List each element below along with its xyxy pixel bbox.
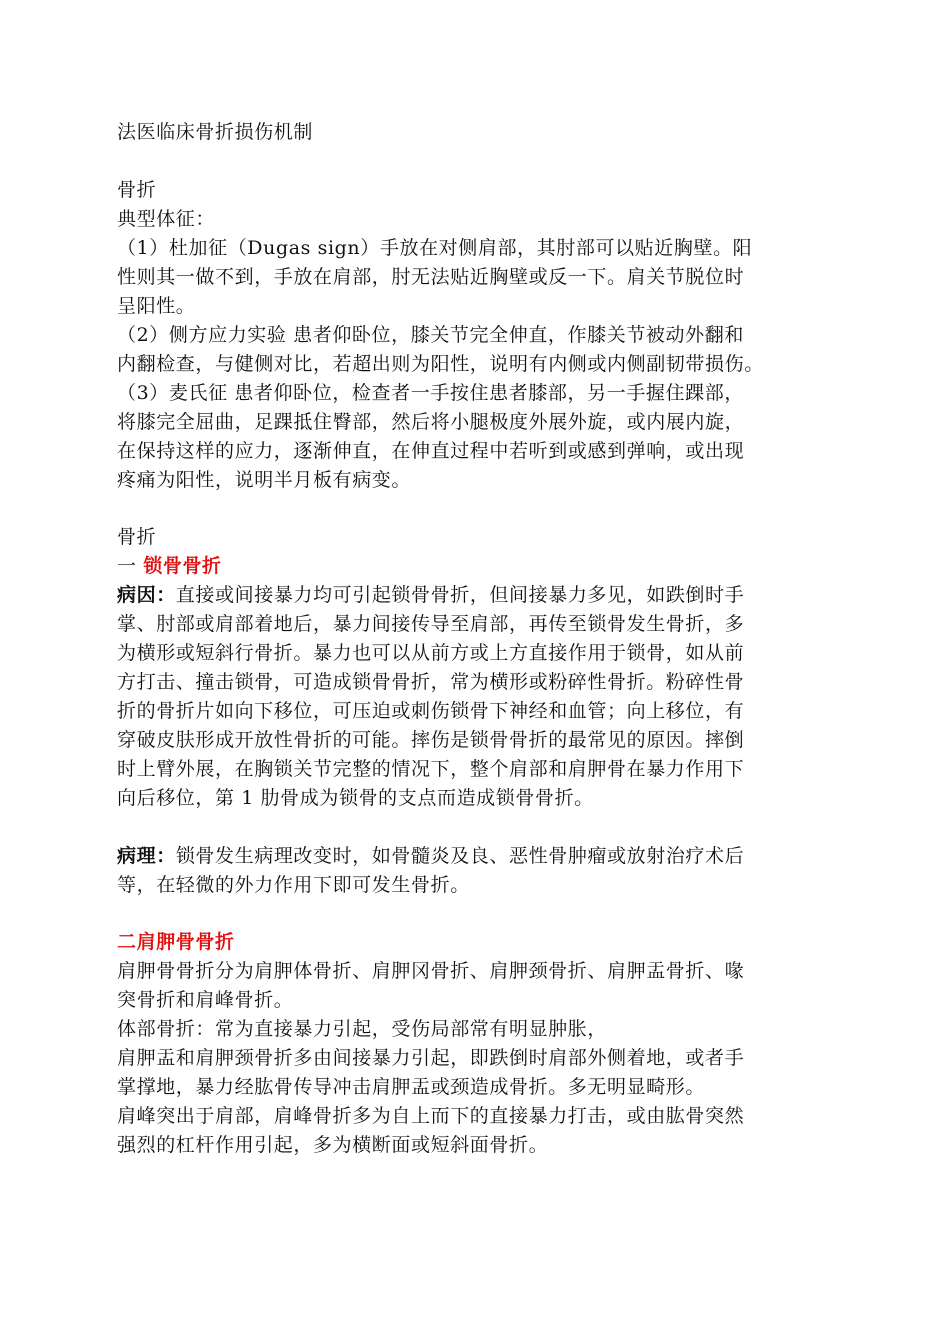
document-title: 法医临床骨折损伤机制 xyxy=(117,121,314,143)
paragraph-line: 方打击、撞击锁骨，可造成锁骨骨折，常为横形或粉碎性骨折。粉碎性骨 xyxy=(117,671,745,693)
paragraph-line: 折的骨折片如向下移位，可压迫或刺伤锁骨下神经和血管；向上移位，有 xyxy=(117,700,745,722)
paragraph-line: 掌、肘部或肩部着地后，暴力间接传导至肩部，再传至锁骨发生骨折，多 xyxy=(117,613,745,635)
section-heading: 骨折 xyxy=(117,179,157,201)
paragraph-line: 呈阳性。 xyxy=(117,295,196,317)
paragraph-line: 为横形或短斜行骨折。暴力也可以从前方或上方直接作用于锁骨，如从前 xyxy=(117,642,745,664)
item-title: 锁骨骨折 xyxy=(143,555,222,577)
paragraph-line: （2）侧方应力实验 患者仰卧位，膝关节完全伸直，作膝关节被动外翻和 xyxy=(117,324,744,346)
paragraph-line: 肩胛骨骨折分为肩胛体骨折、肩胛冈骨折、肩胛颈骨折、肩胛盂骨折、喙 xyxy=(117,960,745,982)
paragraph-line: 肩胛盂和肩胛颈骨折多由间接暴力引起，即跌倒时肩部外侧着地，或者手 xyxy=(117,1047,745,1069)
paragraph-line: 时上臂外展，在胸锁关节完整的情况下，整个肩部和肩胛骨在暴力作用下 xyxy=(117,758,745,780)
section-subheading: 典型体征： xyxy=(117,208,216,230)
paragraph-line: 肩峰突出于肩部，肩峰骨折多为自上而下的直接暴力打击，或由肱骨突然 xyxy=(117,1105,745,1127)
paragraph-line: 体部骨折：常为直接暴力引起，受伤局部常有明显肿胀， xyxy=(117,1018,608,1040)
paragraph-line xyxy=(117,842,744,871)
item-heading xyxy=(117,552,222,581)
paragraph-line: 内翻检查，与健侧对比，若超出则为阳性，说明有内侧或内侧副韧带损伤。 xyxy=(117,353,764,375)
item-number: 一 xyxy=(117,555,144,577)
paragraph-line: 强烈的杠杆作用引起，多为横断面或短斜面骨折。 xyxy=(117,1134,549,1156)
section-heading: 骨折 xyxy=(117,526,157,548)
paragraph-line xyxy=(117,581,744,610)
paragraph-line: 等，在轻微的外力作用下即可发生骨折。 xyxy=(117,874,470,896)
item-title: 二肩胛骨骨折 xyxy=(117,931,235,953)
cause-label: 病因： xyxy=(117,584,176,606)
paragraph-line: 穿破皮肤形成开放性骨折的可能。摔伤是锁骨骨折的最常见的原因。摔倒 xyxy=(117,729,745,751)
paragraph-line: 掌撑地，暴力经肱骨传导冲击肩胛盂或颈造成骨折。多无明显畸形。 xyxy=(117,1076,706,1098)
paragraph-line: （3）麦氏征 患者仰卧位，检查者一手按住患者膝部，另一手握住踝部， xyxy=(117,382,744,404)
paragraph-line: 在保持这样的应力，逐渐伸直，在伸直过程中若听到或感到弹响，或出现 xyxy=(117,440,745,462)
paragraph-line: 性则其一做不到，手放在肩部，肘无法贴近胸壁或反一下。肩关节脱位时 xyxy=(117,266,745,288)
paragraph-line: （1）杜加征（Dugas sign）手放在对侧肩部，其肘部可以贴近胸壁。阳 xyxy=(117,237,753,259)
paragraph-line: 将膝完全屈曲，足踝抵住臀部，然后将小腿极度外展外旋，或内展内旋， xyxy=(117,411,745,433)
paragraph-line: 向后移位，第 1 肋骨成为锁骨的支点而造成锁骨骨折。 xyxy=(117,787,594,809)
pathology-text: 锁骨发生病理改变时，如骨髓炎及良、恶性骨肿瘤或放射治疗术后 xyxy=(175,845,745,867)
paragraph-line: 突骨折和肩峰骨折。 xyxy=(117,989,294,1011)
paragraph-line: 疼痛为阳性，说明半月板有病变。 xyxy=(117,469,412,491)
cause-text: 直接或间接暴力均可引起锁骨骨折，但间接暴力多见，如跌倒时手 xyxy=(175,584,745,606)
pathology-label: 病理： xyxy=(117,845,176,867)
